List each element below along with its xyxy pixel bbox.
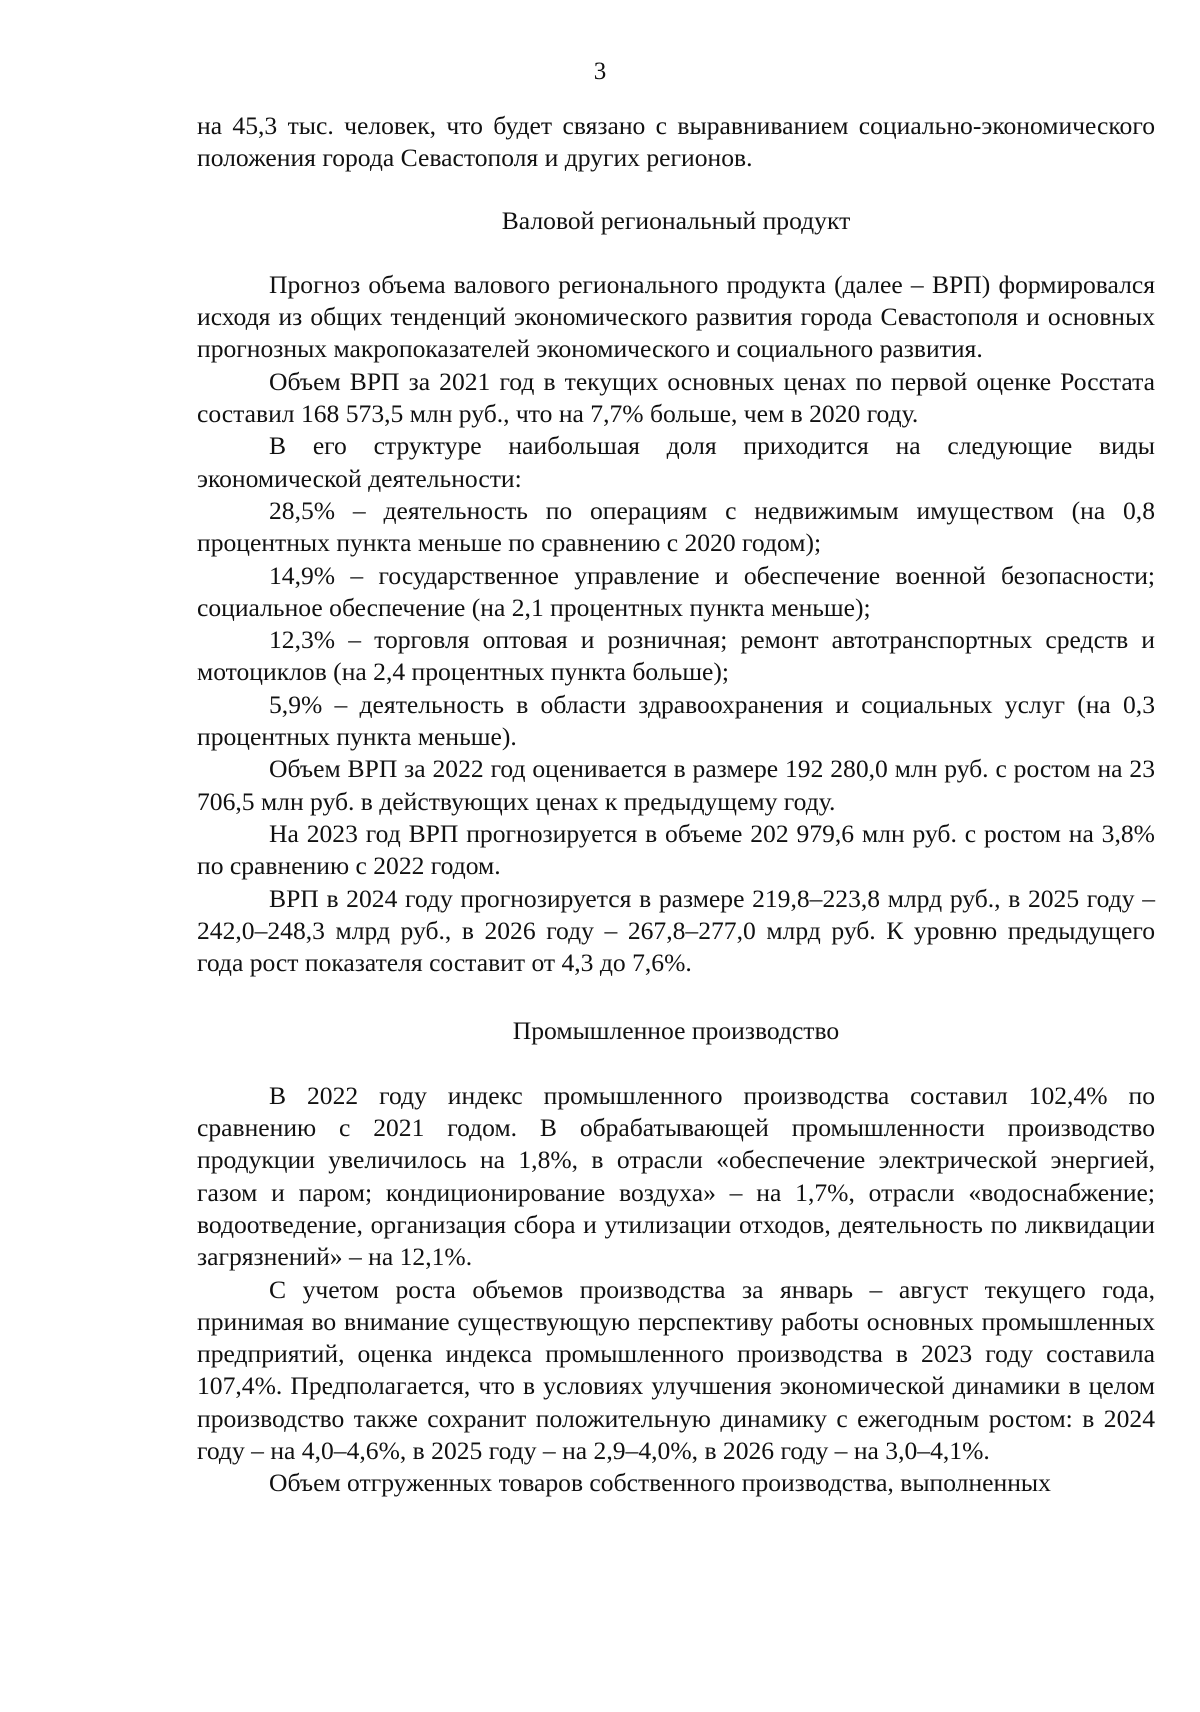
paragraph: Объем ВРП за 2022 год оценивается в размере 192 280,0 млн руб. с ростом на 23 706,5 млн руб. в действующих ценах к предыдущему году. [197, 754, 1155, 816]
list-item: 28,5% – деятельность по операциям с недвижимым имуществом (на 0,8 процентных пункта меньше по сравнению с 2020 годом); [197, 495, 1155, 558]
page-number: 3 [593, 58, 607, 85]
list-item: 14,9% – государственное управление и обеспечение военной безопасности; социальное обеспечение (на 2,1 процентных пункта меньше); [197, 560, 1155, 622]
paragraph: Объем ВРП за 2021 год в текущих основных ценах по первой оценке Росстата составил 168 573,5 млн руб., что на 7,7% больше, чем в 2020 году. [197, 366, 1155, 429]
paragraph: С учетом роста объемов производства за январь – август текущего года, принимая во внимание существующую перспективу работы основных промышленных предприятий, оценка индекса промышленного производства в 2023 году составила 107,4%. Предполагается, что в условиях улучшения экономической динамики в целом производство также сохранит положительную динамику с ежегодным ростом: в 2024 году – на 4,0–4,6%, в 2025 году – на 2,9–4,0%, в 2026 году – на 3,0–4,1%. [197, 1274, 1155, 1465]
paragraph: В 2022 году индекс промышленного производства составил 102,4% по сравнению с 2021 годом. В обрабатывающей промышленности производство продукции увеличилось на 1,8%, в отрасли «обеспечение электрической энергией, газом и паром; кондиционирование воздуха» – на 1,7%, отрасли «водоснабжение; водоотведение, организация сбора и утилизации отходов, деятельность по ликвидации загрязнений» – на 12,1%. [197, 1080, 1155, 1272]
paragraph: Объем отгруженных товаров собственного производства, выполненных [269, 1468, 1051, 1498]
paragraph: Прогноз объема валового регионального продукта (далее – ВРП) формировался исходя из общих тенденций экономического развития города Севастополя и основных прогнозных макропоказателей экономического и социального развития. [197, 269, 1155, 364]
paragraph: ВРП в 2024 году прогнозируется в размере 219,8–223,8 млрд руб., в 2025 году – 242,0–248,3 млрд руб., в 2026 году – 267,8–277,0 млрд руб. К уровню предыдущего года рост показателя составит от 4,3 до 7,6%. [197, 883, 1155, 978]
paragraph: В его структуре наибольшая доля приходится на следующие виды экономической деятельности: [197, 431, 1155, 493]
list-item: 5,9% – деятельность в области здравоохранения и социальных услуг (на 0,3 процентных пункта меньше). [197, 689, 1155, 752]
section-title-grp: Валовой региональный продукт [501, 205, 851, 235]
intro-paragraph: на 45,3 тыс. человек, что будет связано с выравниванием социально-экономического положения города Севастополя и других регионов. [197, 111, 1155, 173]
document-body [197, 110, 1155, 1500]
list-item: 12,3% – торговля оптовая и розничная; ремонт автотранспортных средств и мотоциклов (на 2,4 процентных пункта больше); [197, 625, 1155, 687]
section-title-industry: Промышленное производство [512, 1016, 840, 1046]
paragraph: На 2023 год ВРП прогнозируется в объеме 202 979,6 млн руб. с ростом на 3,8% по сравнению с 2022 годом. [197, 818, 1155, 881]
